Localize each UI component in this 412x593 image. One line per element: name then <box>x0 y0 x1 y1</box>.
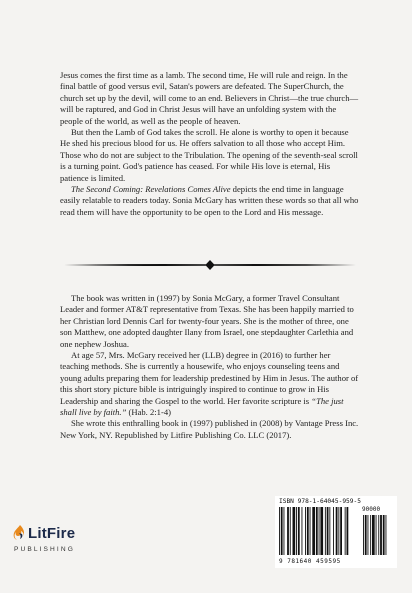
blurb-paragraph-3-text: depicts the end time in language easily relatable to readers today. Sonia McGary has written these words so that all who read them will have the opportunity to be open to the Lord and His message. <box>60 184 359 217</box>
addon-bar <box>368 515 369 555</box>
barcode-bar <box>279 507 280 555</box>
publisher-logo <box>12 522 92 562</box>
addon-bar <box>383 515 385 555</box>
flame-icon <box>12 524 28 544</box>
divider-ornament <box>60 259 360 271</box>
addon-bar <box>370 515 371 555</box>
barcode-bar <box>305 507 306 555</box>
barcode-bar <box>307 507 309 555</box>
barcode-bar <box>327 507 329 555</box>
bio-paragraph-2-text: At age 57, Mrs. McGary received her (LLB) degree in (2016) to further her teaching methods. She is currently a housewife, who enjoys counseling teens and young adults preparing them for leadership predestined by Him in Jesus. The author of this short story picture bible is intriguingly inspired to continue to grow in His Leadership and sharing the Gospel to the world. Her favorite scripture is <box>60 350 359 406</box>
barcode-bar <box>284 507 285 555</box>
book-title-italic: The Second Coming: Revelations Comes Alive <box>71 184 231 195</box>
barcode-bar <box>333 507 334 555</box>
barcode-bar <box>338 507 339 555</box>
barcode-bar <box>340 507 342 555</box>
scripture-reference: (Hab. 2:1-4) <box>126 407 171 418</box>
addon-bar <box>372 515 375 555</box>
addon-bar <box>365 515 367 555</box>
barcode-bar <box>290 507 291 555</box>
barcode-bar <box>336 507 338 555</box>
barcode-bar <box>320 507 323 555</box>
isbn-barcode <box>275 496 397 568</box>
barcode-bar <box>293 507 296 555</box>
blurb-paragraph-1: Jesus comes the first time as a lamb. The second time, He will rule and reign. In the final battle of good versus evil, Satan's powers are defeated. The SuperChurch, the church set up by the devil, will come to an end. Believers in Christ—the true church—will be raptured, and God in Christ Jesus will have an unfolding system with the people of the world, as well as the people of heaven. <box>60 70 359 126</box>
barcode-bar <box>347 507 349 555</box>
blurb-paragraph-2: But then the Lamb of God takes the scroll. He alone is worthy to open it because He shed his precious blood for us. He offers salvation to all those who accept Him. Those who do not are subject to the Tribulation. The opening of the seventh-seal scroll is a turning point. God's patience has ceased. For while His love is eternal, His patience is limited. <box>60 127 358 183</box>
barcode-bar <box>281 507 283 555</box>
barcode-bar <box>312 507 315 555</box>
publisher-name: LitFire <box>28 525 76 542</box>
barcode-bar <box>298 507 300 555</box>
addon-bar <box>376 515 377 555</box>
favorite-scripture: “The just shall live by faith.” <box>60 395 344 418</box>
bio-paragraph-1: The book was written in (1997) by Sonia McGary, a former Travel Consultant Leader and former AT&T representative from Texas. She has been happily married to her Christian lord Dennis Carl for twenty-four years. She is the mother of three, one son Matthew, one adopted daughter Ilany from Israel, one stepdaughter Carlethia and one nephew Joshua. <box>60 293 354 349</box>
author-bio <box>60 293 360 441</box>
barcode-bar <box>296 507 297 555</box>
barcode-bar <box>329 507 330 555</box>
addon-bar <box>386 515 387 555</box>
barcode-bar <box>345 507 346 555</box>
book-blurb <box>60 70 360 218</box>
barcode-bar <box>302 507 303 555</box>
price-addon-code: 90000 <box>362 506 381 513</box>
isbn-number: ISBN 978-1-64045-959-5 <box>279 498 361 505</box>
addon-bar <box>378 515 379 555</box>
bio-paragraph-2 <box>60 350 360 418</box>
publisher-tagline: PUBLISHING <box>14 546 75 553</box>
barcode-bar <box>325 507 326 555</box>
barcode-bar <box>316 507 318 555</box>
barcode-bar <box>319 507 320 555</box>
bio-paragraph-3: She wrote this enthralling book in (1997) published in (2008) by Vantage Press Inc. New York, NY. Republished by Litfire Publishing Co. LLC (2017). <box>60 418 359 440</box>
blurb-paragraph-3 <box>60 184 360 218</box>
barcode-bars <box>279 507 393 557</box>
ean-number: 9 781640 459595 <box>279 558 341 565</box>
addon-bar <box>380 515 382 555</box>
barcode-bar <box>310 507 311 555</box>
addon-bar <box>363 515 364 555</box>
barcode-bar <box>287 507 289 555</box>
